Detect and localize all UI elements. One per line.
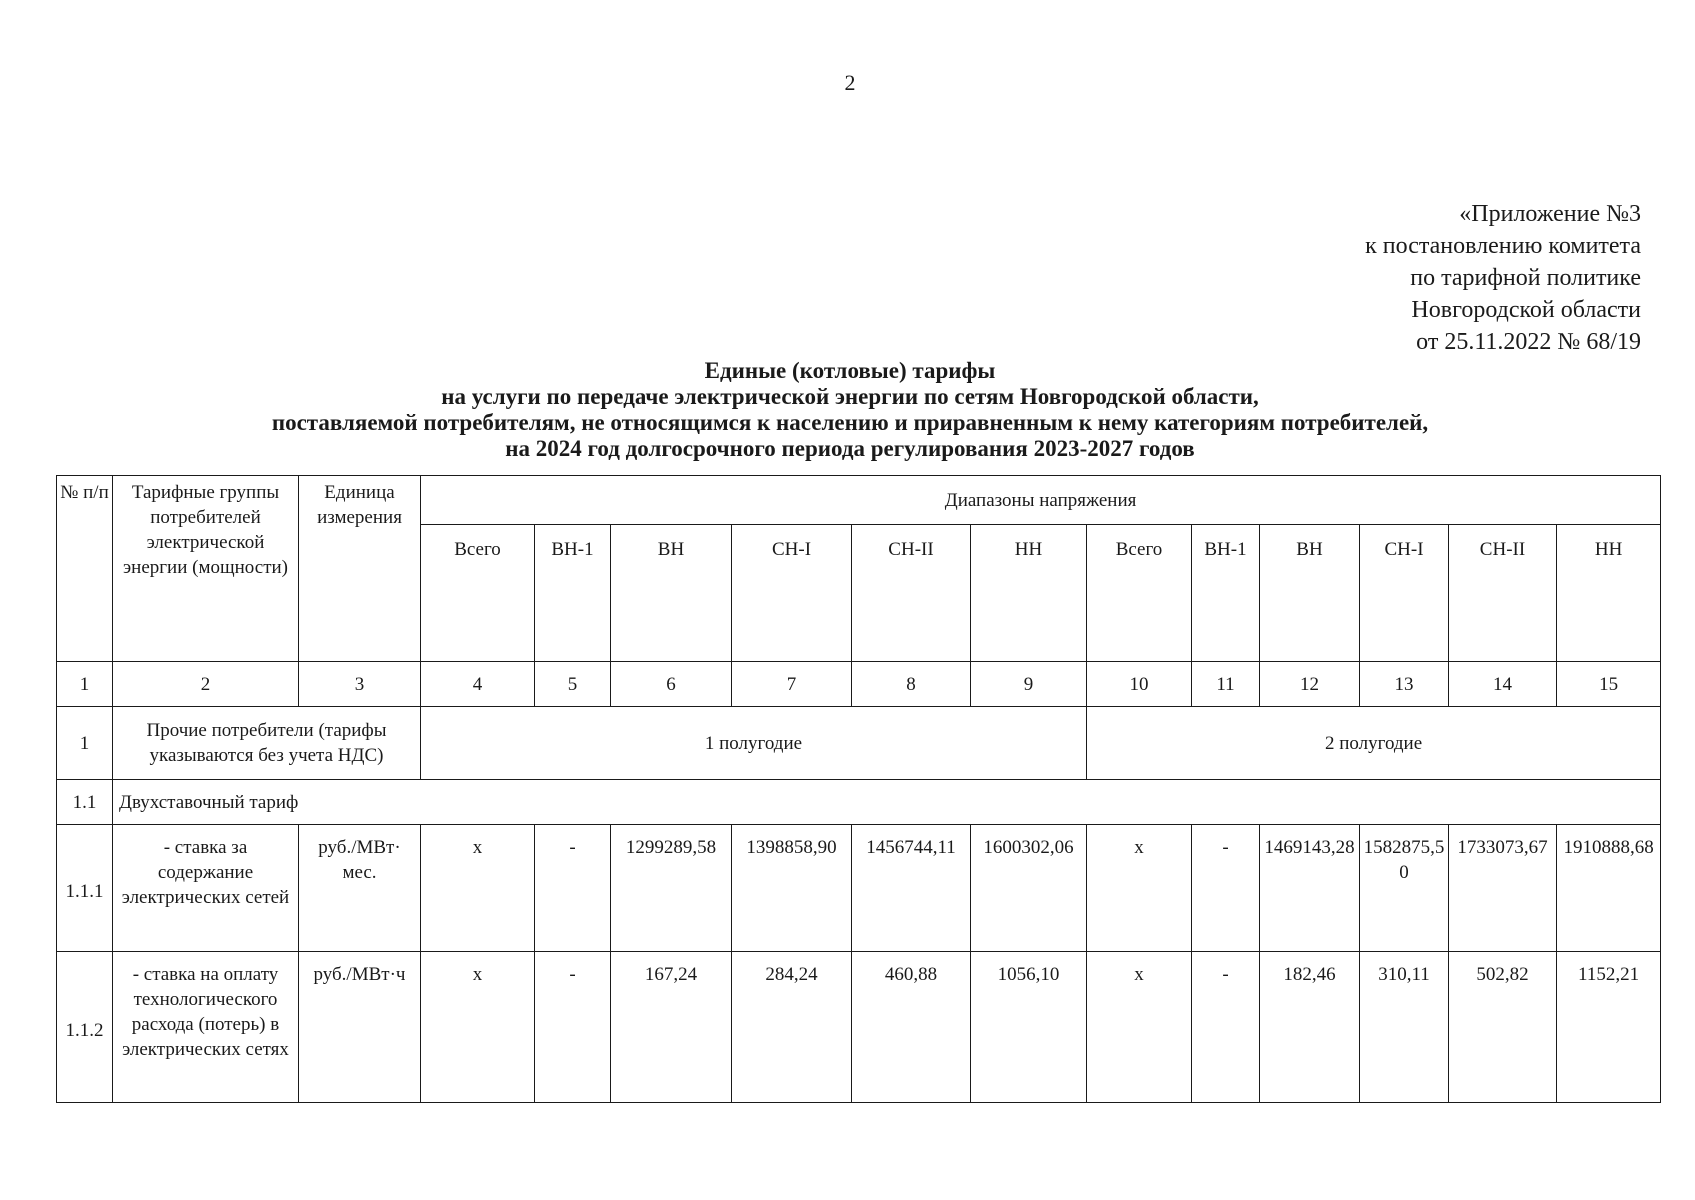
- appendix-line: от 25.11.2022 № 68/19: [1416, 329, 1641, 355]
- header-col: Всего: [1087, 525, 1192, 662]
- header-col: СН-I: [1360, 525, 1449, 662]
- row-value: 310,11: [1360, 952, 1449, 1103]
- row-value: 182,46: [1260, 952, 1360, 1103]
- row-value: 1600302,06: [971, 825, 1087, 952]
- header-col: ВН: [1260, 525, 1360, 662]
- column-number: 7: [732, 662, 852, 707]
- header-groups: Тарифные группы потребителей электрической энергии (мощности): [113, 476, 299, 662]
- appendix-line: «Приложение №3: [1459, 201, 1641, 227]
- appendix-line: по тарифной политике: [1410, 265, 1641, 291]
- half-year-1: 1 полугодие: [421, 707, 1087, 780]
- document-title: [0, 358, 1695, 462]
- header-col: ВН-1: [535, 525, 611, 662]
- row-value: 1398858,90: [732, 825, 852, 952]
- row-value: -: [1192, 825, 1260, 952]
- title-line: поставляемой потребителям, не относящимся к населению и приравненным к нему категориям потребителей,: [271, 410, 1429, 435]
- header-col: ВН-1: [1192, 525, 1260, 662]
- row-value: 1456744,11: [852, 825, 971, 952]
- column-number: 9: [971, 662, 1087, 707]
- row-num: 1.1.1: [57, 825, 113, 952]
- header-num: № п/п: [57, 476, 113, 662]
- group-row: [57, 707, 1661, 780]
- column-number: 14: [1449, 662, 1557, 707]
- column-number: 4: [421, 662, 535, 707]
- header-col: СН-II: [1449, 525, 1557, 662]
- header-col: Всего: [421, 525, 535, 662]
- column-number: 8: [852, 662, 971, 707]
- row-value: 167,24: [611, 952, 732, 1103]
- header-col: СН-II: [852, 525, 971, 662]
- row-value: -: [1192, 952, 1260, 1103]
- column-number: 12: [1260, 662, 1360, 707]
- row-value: х: [1087, 825, 1192, 952]
- title-line: на 2024 год долгосрочного периода регулирования 2023-2027 годов: [505, 436, 1195, 461]
- row-unit: руб./МВт· мес.: [299, 825, 421, 952]
- row-num: 1.1: [57, 780, 113, 825]
- row-value: 1910888,68: [1557, 825, 1661, 952]
- tariff-table: [56, 475, 1661, 1103]
- row-value: -: [535, 952, 611, 1103]
- header-ranges: Диапазоны напряжения: [421, 476, 1661, 525]
- subgroup-name: Двухставочный тариф: [113, 780, 1661, 825]
- header-col: НН: [1557, 525, 1661, 662]
- header-unit: Единица измерения: [299, 476, 421, 662]
- row-unit: руб./МВт·ч: [299, 952, 421, 1103]
- title-line: на услуги по передаче электрической энергии по сетям Новгородской области,: [441, 384, 1259, 409]
- row-value: 1056,10: [971, 952, 1087, 1103]
- column-number: 6: [611, 662, 732, 707]
- row-name: - ставка за содержание электрических сетей: [113, 825, 299, 952]
- table-row: [57, 952, 1661, 1103]
- row-value: 1469143,28: [1260, 825, 1360, 952]
- row-num: 1.1.2: [57, 952, 113, 1103]
- column-number: 11: [1192, 662, 1260, 707]
- row-value: х: [421, 952, 535, 1103]
- column-number: 2: [113, 662, 299, 707]
- header-row: [57, 476, 1661, 525]
- row-value: х: [421, 825, 535, 952]
- column-number: 3: [299, 662, 421, 707]
- column-number-row: [57, 662, 1661, 707]
- column-number: 15: [1557, 662, 1661, 707]
- row-name: - ставка на оплату технологического расхода (потерь) в электрических сетях: [113, 952, 299, 1103]
- group-name: Прочие потребители (тарифы указываются без учета НДС): [113, 707, 421, 780]
- half-year-2: 2 полугодие: [1087, 707, 1661, 780]
- column-number: 13: [1360, 662, 1449, 707]
- title-line: Единые (котловые) тарифы: [704, 358, 996, 383]
- row-num: 1: [57, 707, 113, 780]
- row-value: -: [535, 825, 611, 952]
- subgroup-row: [57, 780, 1661, 825]
- column-number: 1: [57, 662, 113, 707]
- column-number: 5: [535, 662, 611, 707]
- row-value: 1152,21: [1557, 952, 1661, 1103]
- column-number: 10: [1087, 662, 1192, 707]
- row-value: 502,82: [1449, 952, 1557, 1103]
- header-col: СН-I: [732, 525, 852, 662]
- table-row: [57, 825, 1661, 952]
- row-value: х: [1087, 952, 1192, 1103]
- row-value: 1733073,67: [1449, 825, 1557, 952]
- row-value: 284,24: [732, 952, 852, 1103]
- header-col: ВН: [611, 525, 732, 662]
- row-value: 1299289,58: [611, 825, 732, 952]
- row-value: 1582875,50: [1360, 825, 1449, 952]
- appendix-note: [1365, 198, 1641, 358]
- appendix-line: к постановлению комитета: [1365, 233, 1641, 259]
- row-value: 460,88: [852, 952, 971, 1103]
- header-col: НН: [971, 525, 1087, 662]
- appendix-line: Новгородской области: [1411, 297, 1641, 323]
- page-number: 2: [844, 70, 856, 95]
